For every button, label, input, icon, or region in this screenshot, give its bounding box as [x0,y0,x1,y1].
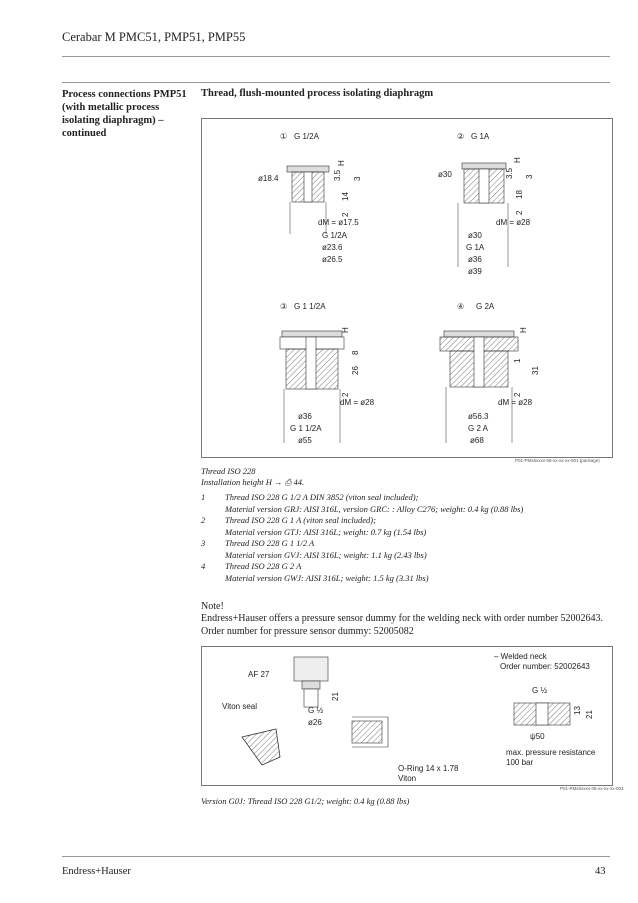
dim-label: Order number: 52002643 [500,662,590,671]
dim-label: Viton [398,774,417,783]
dim-label: 3.5 [505,167,514,179]
dim-label: 8 [351,350,360,355]
footnote [201,492,621,516]
panel-number: ① [280,132,288,141]
footnote-text: Material version GRJ: AISI 316L, version GRC: : Alloy C276; weight: 0.4 kg (0.88 lbs) [225,504,524,514]
dim-label: ø56.3 [468,412,489,421]
footer-brand: Endress+Hauser [62,866,131,877]
sidebar-heading-line: (with metallic process [62,102,160,113]
welding-neck-svg [202,647,612,785]
footnote-text: Material version GWJ: AISI 316L; weight: 1.5 kg (3.31 lbs) [225,573,429,583]
dim-label: 2 [515,210,524,215]
dim-label: 18 [515,190,524,199]
dim-label: O-Ring 14 x 1.78 [398,764,459,773]
panel-g12a [258,132,362,264]
figure-caption: Version G0J: Thread ISO 228 G1/2; weight: 0.4 kg (0.88 lbs) [201,796,410,806]
footnote-text: Thread ISO 228 G 2 A [225,561,302,571]
dim-label: 1 [513,358,522,363]
sidebar-heading-line: Process connections PMP51 [62,89,187,100]
panel-g1a [438,132,534,276]
dim-label: G ½ [308,706,324,715]
footnote-text: Thread ISO 228 G 1 A (viton seal included); [225,515,376,525]
note-label: Note! [201,601,224,612]
dim-label: ø36 [298,412,312,421]
dim-label: G 1/2A [322,231,347,240]
dim-label: H [519,327,528,333]
dim-label: dM = ø28 [496,218,531,227]
dim-label: G 2 A [468,424,489,433]
dim-label: dM = ø28 [498,398,533,407]
dim-label: H [337,160,346,166]
panel-g112a [280,302,375,445]
dim-label: 3 [353,176,362,181]
section-title: Thread, flush-mounted process isolating diaphragm [201,88,434,99]
dim-label: 3.5 [333,169,342,181]
dim-label: 21 [585,710,594,719]
panel-number: ④ [457,302,465,311]
page-number: 43 [595,866,606,877]
caption-line: Installation height H → ⎙ 44. [201,477,305,487]
panel-title: G 2A [476,302,495,311]
dim-label: ø30 [468,231,482,240]
dim-label: G 1A [466,243,485,252]
dim-label: max. pressure resistance [506,748,596,757]
dim-label: ø30 [438,170,452,179]
footnote-number: 1 [201,492,206,502]
dim-label: H [341,327,350,333]
footnote [201,561,621,585]
footnote-text: Material version GVJ: AISI 316L; weight: 1.1 kg (2.43 lbs) [225,550,427,560]
caption-line: Thread ISO 228 [201,466,256,476]
footnote-text: Thread ISO 228 G 1 1/2 A [225,538,315,548]
dim-label: ø39 [468,267,482,276]
dim-label: dM = ø17.5 [318,218,359,227]
figure-code: P01-PMx5xxxx-06-xx-xx-xx-003 [560,786,624,791]
footnote-number: 3 [201,538,206,548]
panel-number: ② [457,132,465,141]
dim-label: Viton seal [222,702,257,711]
dim-label: 2 [341,392,350,397]
section-rule [62,82,610,83]
footnote-number: 4 [201,561,206,571]
dim-label: ø23.6 [322,243,343,252]
figure-code: P01-PMx5xxxx-06-xx-xx-xx-001 (package) [515,458,600,463]
thread-drawing-svg [202,119,612,457]
dim-label: – Welded neck [494,652,547,661]
panel-g2a [440,302,540,445]
panel-title: G 1 1/2A [294,302,326,311]
dim-label: G ½ [532,686,548,695]
panel-title: G 1A [471,132,490,141]
sidebar-heading [62,88,192,140]
sidebar-heading-line: isolating diaphragm) – [62,115,164,126]
footer-rule [62,856,610,857]
dim-label: ø36 [468,255,482,264]
dim-label: ø68 [470,436,484,445]
header-rule [62,56,610,57]
dim-label: 21 [331,692,340,701]
dim-label: ø26.5 [322,255,343,264]
footnote-text: Material version GTJ: AISI 316L; weight: 0.7 kg (1.54 lbs) [225,527,427,537]
footnote [201,538,621,562]
page-header-title: Cerabar M PMC51, PMP51, PMP55 [62,30,246,44]
dim-label: 3 [525,174,534,179]
dim-label: 13 [573,706,582,715]
dim-label: 2 [341,212,350,217]
footnote-text: Thread ISO 228 G 1/2 A DIN 3852 (viton seal included); [225,492,419,502]
dim-label: 26 [351,366,360,375]
dim-label: ψ50 [530,732,545,741]
note-text: Endress+Hauser offers a pressure sensor dummy for the welding neck with order number 52002643. Order number for pressure sensor dummy: 52005082 [201,613,604,637]
thread-drawing-figure [201,118,613,458]
sidebar-heading-line: continued [62,128,107,139]
dim-label: H [513,157,522,163]
panel-title: G 1/2A [294,132,319,141]
dim-label: ø18.4 [258,174,279,183]
dim-label: 2 [513,392,522,397]
footnote [201,515,621,539]
dim-label: dM = ø28 [340,398,375,407]
panel-number: ③ [280,302,288,311]
dim-label: G 1 1/2A [290,424,322,433]
dim-label: ø55 [298,436,312,445]
dim-label: AF 27 [248,670,270,679]
dim-label: 14 [341,192,350,201]
footnote-number: 2 [201,515,206,525]
dim-label: ø26 [308,718,322,727]
welding-neck-figure [201,646,613,786]
dim-label: 100 bar [506,758,534,767]
dim-label: 31 [531,366,540,375]
